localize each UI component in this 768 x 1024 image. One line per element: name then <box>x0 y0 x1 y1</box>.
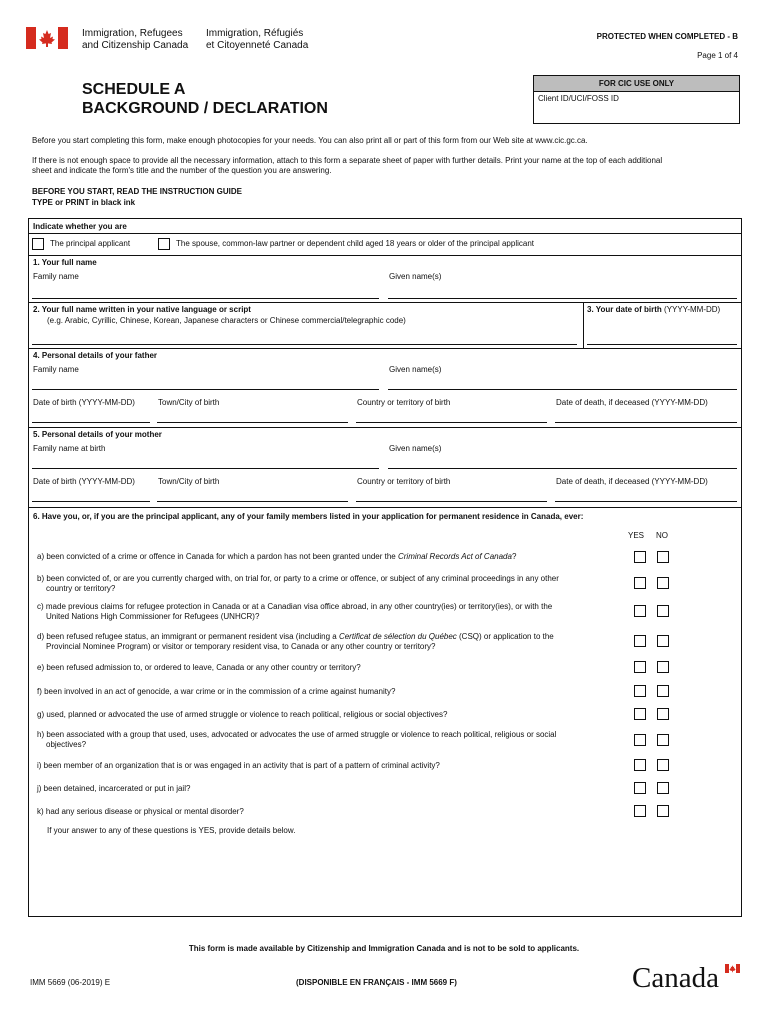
q4-death-field[interactable] <box>555 422 737 423</box>
q6-details-instruction: If your answer to any of these questions is YES, provide details below. <box>47 826 296 835</box>
q1-family-name-label: Family name <box>33 272 79 281</box>
q6f-yes-checkbox[interactable] <box>634 685 646 697</box>
q5-given-name-field[interactable] <box>388 468 737 469</box>
q1-given-name-field[interactable] <box>388 298 737 299</box>
department-name-fr: Immigration, Réfugiés et Citoyenneté Canada <box>206 28 309 51</box>
q2-native-name-field[interactable] <box>32 344 577 345</box>
type-print-notice: TYPE or PRINT in black ink <box>32 198 136 207</box>
q2-heading: 2. Your full name written in your native language or script <box>33 305 251 314</box>
q6h-no-checkbox[interactable] <box>657 734 669 746</box>
canada-flag-icon <box>26 27 68 49</box>
q6-item-c: c) made previous claims for refugee protection in Canada or at a Canadian visa office abroad, in any other country(ies) or territory(ies), or with the United Nations High Commissioner for Refugees (UNHCR)? <box>37 602 553 621</box>
q6e-no-checkbox[interactable] <box>657 661 669 673</box>
q6g-no-checkbox[interactable] <box>657 708 669 720</box>
q6b-no-checkbox[interactable] <box>657 577 669 589</box>
wordmark-flag-icon <box>725 964 740 973</box>
q6-item-g: g) used, planned or advocated the use of armed struggle or violence to reach political, religious or social objectives? <box>37 710 448 719</box>
intro-paragraph-1: Before you start completing this form, make enough photocopies for your needs. You can also print all or part of this form from our Web site at www.cic.gc.ca. <box>32 136 588 145</box>
read-guide-notice: BEFORE YOU START, READ THE INSTRUCTION GUIDE <box>32 187 242 196</box>
canada-wordmark: Canada <box>632 962 719 994</box>
q5-dob-label: Date of birth (YYYY-MM-DD) <box>33 477 135 486</box>
q6d-no-checkbox[interactable] <box>657 635 669 647</box>
q6-item-k: k) had any serious disease or physical or mental disorder? <box>37 807 244 816</box>
q2-subtext: (e.g. Arabic, Cyrillic, Chinese, Korean, Japanese characters or Chinese commercial/telegraphic code) <box>47 316 406 325</box>
french-version-note: (DISPONIBLE EN FRANÇAIS - IMM 5669 F) <box>296 978 457 987</box>
q3-heading: 3. Your date of birth (YYYY-MM-DD) <box>587 305 721 314</box>
q5-town-field[interactable] <box>157 501 348 502</box>
q5-family-name-field[interactable] <box>32 468 379 469</box>
q6a-no-checkbox[interactable] <box>657 551 669 563</box>
q6d-yes-checkbox[interactable] <box>634 635 646 647</box>
q6c-yes-checkbox[interactable] <box>634 605 646 617</box>
q3-date-of-birth-field[interactable] <box>587 344 737 345</box>
q4-heading: 4. Personal details of your father <box>33 351 158 360</box>
q5-town-label: Town/City of birth <box>158 477 220 486</box>
q6j-yes-checkbox[interactable] <box>634 782 646 794</box>
principal-applicant-label: The principal applicant <box>50 239 131 248</box>
q6-item-i: i) been member of an organization that is or was engaged in an activity that is part of a pattern of criminal activity? <box>37 761 440 770</box>
q1-heading: 1. Your full name <box>33 258 97 267</box>
intro-paragraph-2: If there is not enough space to provide all the necessary information, attach to this form a separate sheet of paper with further details. Print your name at the top of each additional sheet and indicate the form's title and the number of the question you are answering. <box>32 156 663 175</box>
q6h-yes-checkbox[interactable] <box>634 734 646 746</box>
q5-family-name-label: Family name at birth <box>33 444 106 453</box>
protected-label: PROTECTED WHEN COMPLETED - B <box>596 32 738 41</box>
q5-heading: 5. Personal details of your mother <box>33 430 162 439</box>
no-column-label: NO <box>656 531 668 540</box>
spouse-dependent-checkbox[interactable] <box>158 238 170 250</box>
q4-country-label: Country or territory of birth <box>357 398 451 407</box>
q4-death-label: Date of death, if deceased (YYYY-MM-DD) <box>556 398 708 407</box>
q6-item-f: f) been involved in an act of genocide, a war crime or in the commission of a crime against humanity? <box>37 687 396 696</box>
page-number: Page 1 of 4 <box>697 51 738 60</box>
department-name-en: Immigration, Refugees and Citizenship Canada <box>82 28 189 51</box>
q6-item-a: a) been convicted of a crime or offence in Canada for which a pardon has not been granted under the Criminal Records Act of Canada? <box>37 552 517 561</box>
q6i-yes-checkbox[interactable] <box>634 759 646 771</box>
q6j-no-checkbox[interactable] <box>657 782 669 794</box>
q6b-yes-checkbox[interactable] <box>634 577 646 589</box>
q1-given-name-label: Given name(s) <box>389 272 442 281</box>
q4-family-name-field[interactable] <box>32 389 379 390</box>
principal-applicant-checkbox[interactable] <box>32 238 44 250</box>
q6-item-h: h) been associated with a group that used, uses, advocated or advocates the use of armed struggle or violence to reach political, religious or social objectives? <box>37 730 557 749</box>
q5-death-label: Date of death, if deceased (YYYY-MM-DD) <box>556 477 708 486</box>
form-title: SCHEDULE A BACKGROUND / DECLARATION <box>82 81 328 117</box>
q1-family-name-field[interactable] <box>32 298 379 299</box>
q6-heading: 6. Have you, or, if you are the principal applicant, any of your family members listed in your application for permanent residence in Canada, ever: <box>33 512 584 521</box>
q5-given-name-label: Given name(s) <box>389 444 442 453</box>
q6a-yes-checkbox[interactable] <box>634 551 646 563</box>
q6-item-d: d) been refused refugee status, an immigrant or permanent resident visa (including a Certificat de sélection du Québec (CSQ) or application to the Provincial Nominee Program) or visitor or temporary resident visa, to Canada or any other country or territory? <box>37 632 554 651</box>
indicate-heading: Indicate whether you are <box>33 222 127 231</box>
q6k-yes-checkbox[interactable] <box>634 805 646 817</box>
q4-given-name-label: Given name(s) <box>389 365 442 374</box>
cic-use-heading: FOR CIC USE ONLY <box>534 76 739 92</box>
q4-given-name-field[interactable] <box>388 389 737 390</box>
q6-details-field[interactable] <box>40 840 730 912</box>
q6-item-b: b) been convicted of, or are you currently charged with, on trial for, or party to a crime or offence, or subject of any criminal proceedings in any other country or territory? <box>37 574 559 593</box>
q4-town-field[interactable] <box>157 422 348 423</box>
spouse-dependent-label: The spouse, common-law partner or dependent child aged 18 years or older of the principal applicant <box>176 239 534 248</box>
q5-dob-field[interactable] <box>32 501 150 502</box>
q5-country-label: Country or territory of birth <box>357 477 451 486</box>
q6k-no-checkbox[interactable] <box>657 805 669 817</box>
client-id-label: Client ID/UCI/FOSS ID <box>538 94 619 103</box>
yes-column-label: YES <box>628 531 645 540</box>
q5-country-field[interactable] <box>356 501 547 502</box>
cic-use-box <box>533 75 740 124</box>
q4-family-name-label: Family name <box>33 365 79 374</box>
q4-town-label: Town/City of birth <box>158 398 220 407</box>
q6e-yes-checkbox[interactable] <box>634 661 646 673</box>
q6i-no-checkbox[interactable] <box>657 759 669 771</box>
q4-country-field[interactable] <box>356 422 547 423</box>
q6-item-j: j) been detained, incarcerated or put in jail? <box>37 784 191 793</box>
q4-dob-label: Date of birth (YYYY-MM-DD) <box>33 398 135 407</box>
form-number: IMM 5669 (06-2019) E <box>30 978 111 987</box>
q5-death-field[interactable] <box>555 501 737 502</box>
q6f-no-checkbox[interactable] <box>657 685 669 697</box>
q6g-yes-checkbox[interactable] <box>634 708 646 720</box>
q6c-no-checkbox[interactable] <box>657 605 669 617</box>
q6-item-e: e) been refused admission to, or ordered to leave, Canada or any other country or territory? <box>37 663 361 672</box>
footer-notice: This form is made available by Citizenship and Immigration Canada and is not to be sold to applicants. <box>188 944 580 953</box>
q4-dob-field[interactable] <box>32 422 150 423</box>
